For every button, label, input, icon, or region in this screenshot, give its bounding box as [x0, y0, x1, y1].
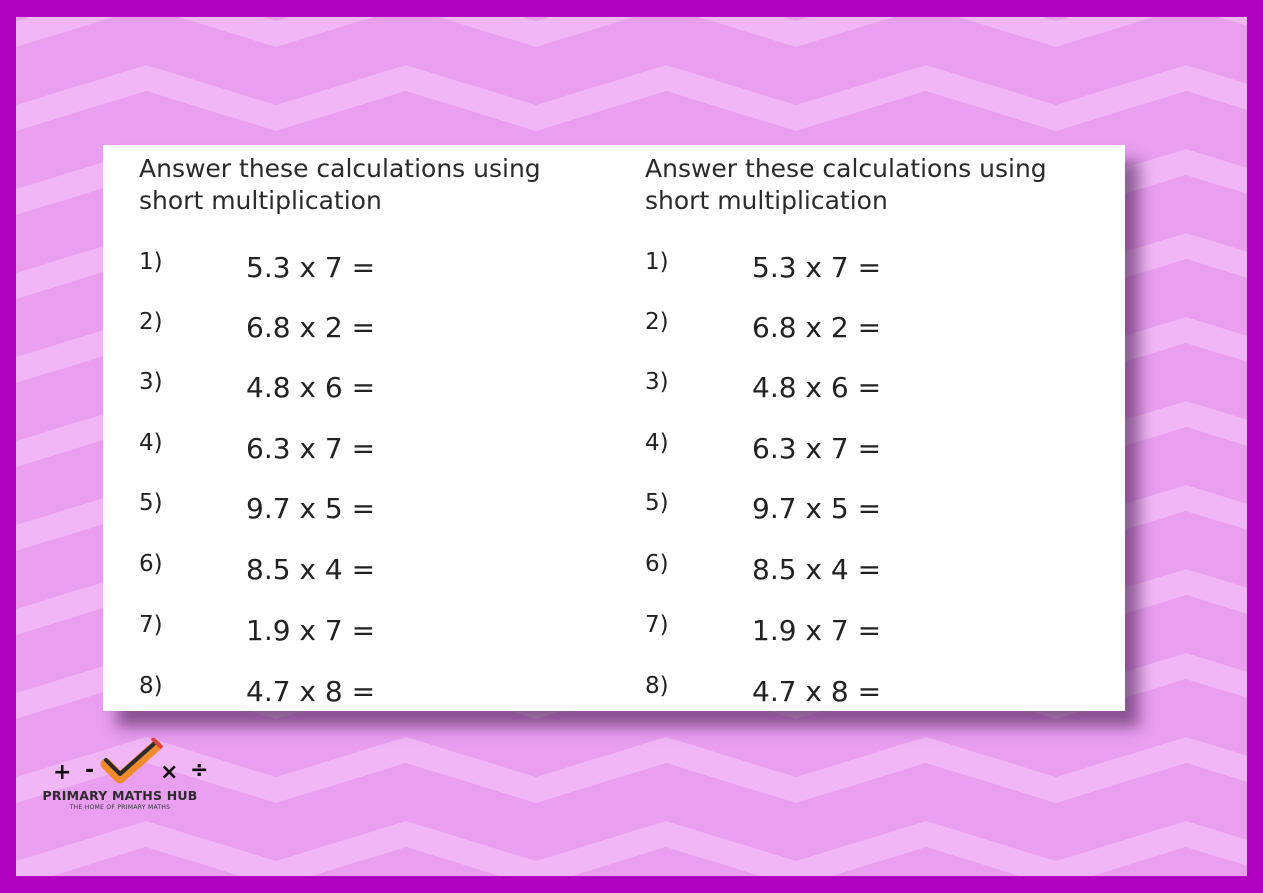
question-row: [645, 490, 1115, 530]
question-row: [139, 490, 609, 530]
question-row: [139, 551, 609, 591]
question-row: [139, 309, 609, 349]
question-number: 8): [645, 673, 669, 699]
question-row: [139, 612, 609, 652]
question-number: 1): [645, 249, 669, 275]
question-number: 8): [139, 673, 163, 699]
question-expression: 5.3 x 7 =: [752, 251, 882, 284]
zigzag-band: [16, 65, 1247, 131]
question-number: 2): [139, 309, 163, 335]
question-number: 6): [645, 551, 669, 577]
question-expression: 6.3 x 7 =: [752, 432, 882, 465]
primary-maths-hub-logo: [30, 738, 210, 818]
question-expression: 6.8 x 2 =: [752, 311, 882, 344]
worksheet: [103, 145, 1125, 711]
times-icon: ×: [160, 760, 179, 785]
question-expression: 1.9 x 7 =: [752, 614, 882, 647]
divide-icon: ÷: [190, 758, 209, 783]
question-number: 1): [139, 249, 163, 275]
question-expression: 8.5 x 4 =: [246, 553, 376, 586]
logo-subtitle: THE HOME OF PRIMARY MATHS: [69, 804, 171, 811]
question-number: 6): [139, 551, 163, 577]
check-icon: [100, 738, 166, 788]
question-expression: 4.7 x 8 =: [246, 675, 376, 708]
question-number: 5): [139, 490, 163, 516]
question-expression: 1.9 x 7 =: [246, 614, 376, 647]
question-expression: 9.7 x 5 =: [752, 492, 882, 525]
question-row: [645, 551, 1115, 591]
question-expression: 6.8 x 2 =: [246, 311, 376, 344]
question-expression: 9.7 x 5 =: [246, 492, 376, 525]
question-row: [645, 249, 1115, 289]
question-row: [645, 430, 1115, 470]
worksheet-column-left: [139, 153, 609, 708]
question-number: 3): [139, 369, 163, 395]
question-row: [139, 430, 609, 470]
question-row: [645, 673, 1115, 713]
instructions-text: Answer these calculations using short multiplication: [139, 154, 541, 215]
question-row: [139, 673, 609, 713]
question-row: [645, 369, 1115, 409]
question-expression: 6.3 x 7 =: [246, 432, 376, 465]
question-expression: 5.3 x 7 =: [246, 251, 376, 284]
question-number: 5): [645, 490, 669, 516]
worksheet-column-right: [645, 153, 1115, 708]
minus-icon: -: [85, 758, 95, 783]
zigzag-band: [16, 17, 1247, 47]
question-row: [645, 612, 1115, 652]
question-row: [139, 249, 609, 289]
plus-icon: +: [53, 760, 72, 785]
question-expression: 4.8 x 6 =: [246, 371, 376, 404]
question-number: 4): [645, 430, 669, 456]
question-expression: 8.5 x 4 =: [752, 553, 882, 586]
question-number: 2): [645, 309, 669, 335]
question-number: 7): [645, 612, 669, 638]
question-row: [139, 369, 609, 409]
question-number: 7): [139, 612, 163, 638]
question-expression: 4.8 x 6 =: [752, 371, 882, 404]
question-number: 4): [139, 430, 163, 456]
question-row: [645, 309, 1115, 349]
zigzag-band: [16, 821, 1247, 876]
logo-title: PRIMARY MATHS HUB: [42, 788, 198, 803]
instructions-text: Answer these calculations using short multiplication: [645, 154, 1047, 215]
question-expression: 4.7 x 8 =: [752, 675, 882, 708]
question-number: 3): [645, 369, 669, 395]
